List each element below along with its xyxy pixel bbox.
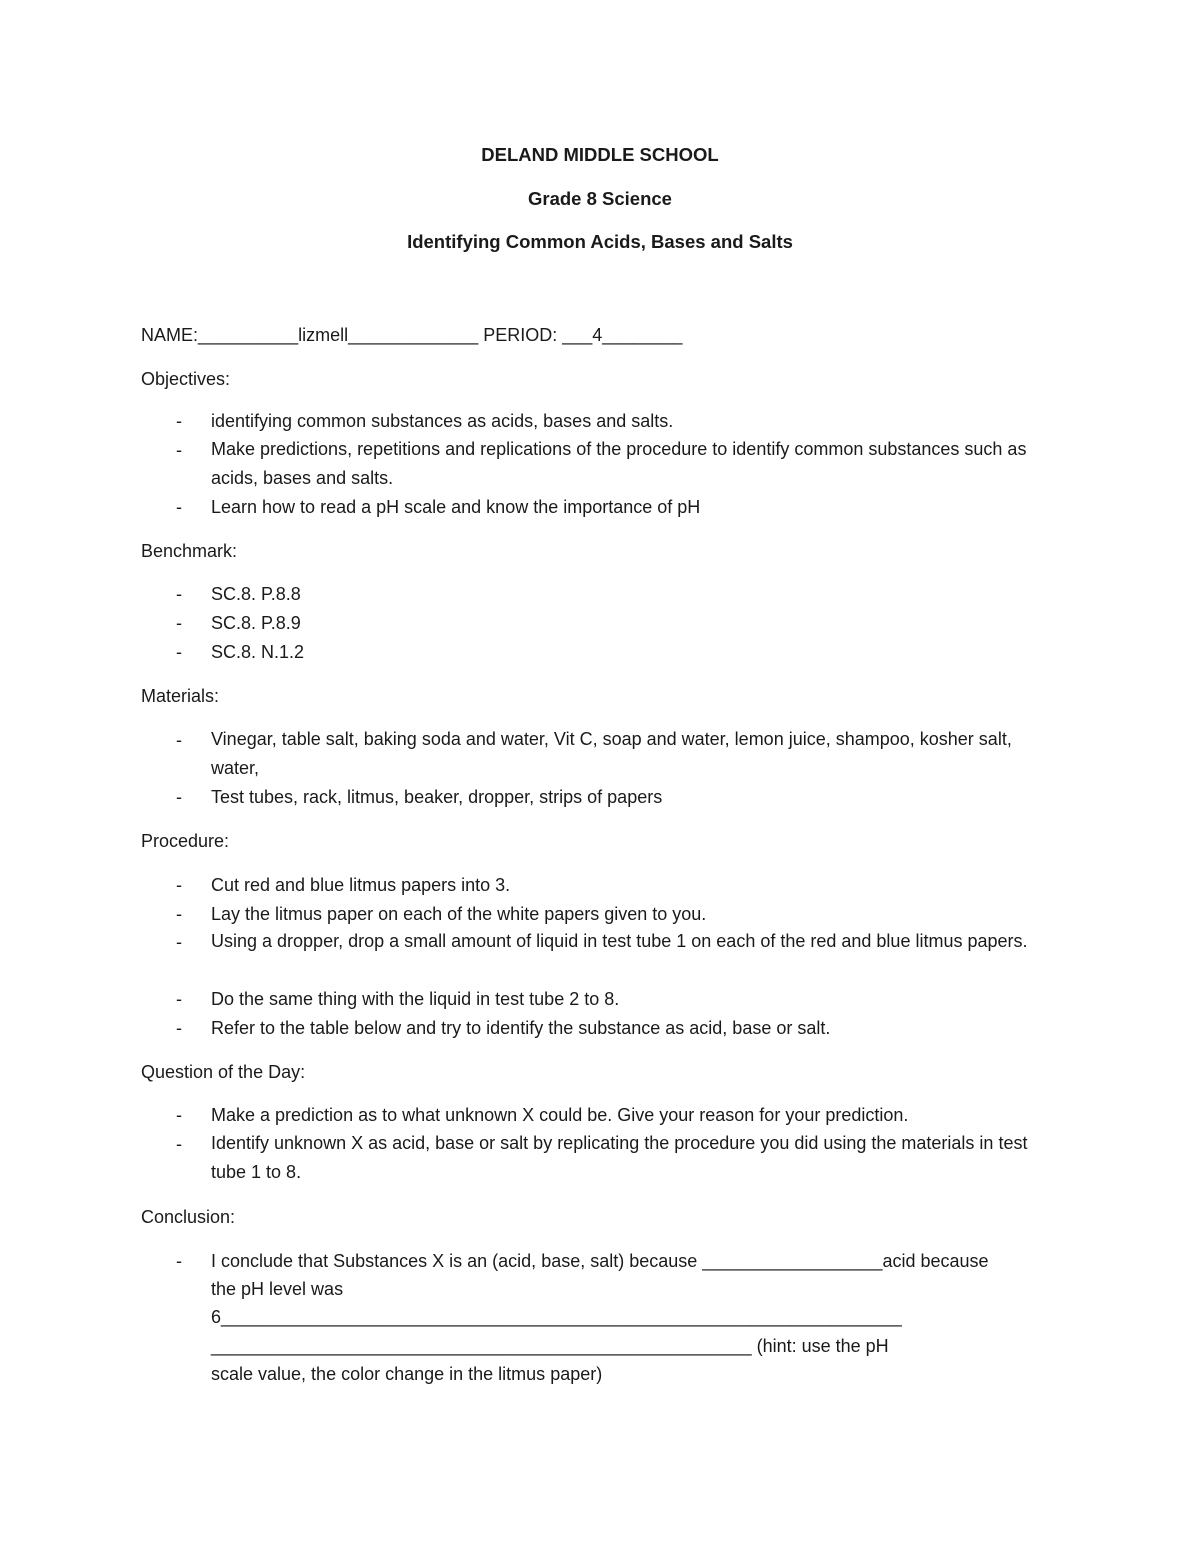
bullet-dash: -: [176, 1251, 182, 1271]
benchmark-item: SC.8. N.1.2: [211, 642, 305, 662]
question-item: Identify unknown X as acid, base or salt by replicating the procedure you did using the materials in test tube 1 to 8.: [211, 1133, 1028, 1182]
conclusion-line: scale value, the color change in the litmus paper): [211, 1364, 603, 1384]
question-heading: Question of the Day:: [141, 1062, 306, 1082]
name-period-line: NAME:__________lizmell_____________ PERIOD: ___4________: [141, 325, 683, 345]
procedure-heading: Procedure:: [141, 831, 230, 851]
objectives-heading: Objectives:: [141, 369, 231, 389]
objective-item: identifying common substances as acids, bases and salts.: [211, 411, 674, 431]
benchmark-item: SC.8. P.8.8: [211, 584, 301, 604]
bullet-dash: -: [176, 642, 182, 662]
objective-item: Make predictions, repetitions and replications of the procedure to identify common substances such as acids, bases and salts.: [211, 439, 1027, 488]
bullet-dash: -: [176, 875, 182, 895]
procedure-step: Lay the litmus paper on each of the white papers given to you.: [211, 904, 707, 924]
bullet-dash: -: [176, 904, 182, 924]
procedure-step: Using a dropper, drop a small amount of liquid in test tube 1 on each of the red and blue litmus papers.: [211, 931, 1028, 951]
bullet-dash: -: [176, 989, 182, 1009]
materials-heading: Materials:: [141, 686, 220, 706]
material-item: Vinegar, table salt, baking soda and water, Vit C, soap and water, lemon juice, shampoo, kosher salt, water,: [211, 729, 1012, 778]
benchmark-heading: Benchmark:: [141, 541, 238, 561]
material-item: Test tubes, rack, litmus, beaker, dropper, strips of papers: [211, 787, 663, 807]
bullet-dash: -: [176, 584, 182, 604]
grade-title: Grade 8 Science: [528, 188, 672, 209]
benchmark-item: SC.8. P.8.9: [211, 613, 301, 633]
conclusion-line: I conclude that Substances X is an (acid, base, salt) because __________________acid because: [211, 1251, 989, 1271]
bullet-dash: -: [176, 1105, 182, 1125]
objective-item: Learn how to read a pH scale and know the importance of pH: [211, 497, 701, 517]
bullet-dash: -: [176, 1134, 182, 1154]
conclusion-line: ______________________________________________________ (hint: use the pH: [211, 1336, 889, 1356]
lab-title: Identifying Common Acids, Bases and Salts: [407, 231, 793, 252]
bullet-dash: -: [176, 730, 182, 750]
bullet-dash: -: [176, 440, 182, 460]
conclusion-heading: Conclusion:: [141, 1207, 236, 1227]
bullet-dash: -: [176, 411, 182, 431]
bullet-dash: -: [176, 613, 182, 633]
conclusion-answer-line: 6____________________________________________________________________: [211, 1307, 902, 1327]
conclusion-line: the pH level was: [211, 1279, 344, 1299]
procedure-step: Cut red and blue litmus papers into 3.: [211, 875, 511, 895]
bullet-dash: -: [176, 787, 182, 807]
school-name: DELAND MIDDLE SCHOOL: [481, 144, 719, 165]
bullet-dash: -: [176, 1018, 182, 1038]
question-item: Make a prediction as to what unknown X could be. Give your reason for your prediction.: [211, 1105, 909, 1125]
procedure-step: Do the same thing with the liquid in test tube 2 to 8.: [211, 989, 620, 1009]
procedure-step: Refer to the table below and try to identify the substance as acid, base or salt.: [211, 1018, 831, 1038]
bullet-dash: -: [176, 932, 182, 952]
bullet-dash: -: [176, 497, 182, 517]
